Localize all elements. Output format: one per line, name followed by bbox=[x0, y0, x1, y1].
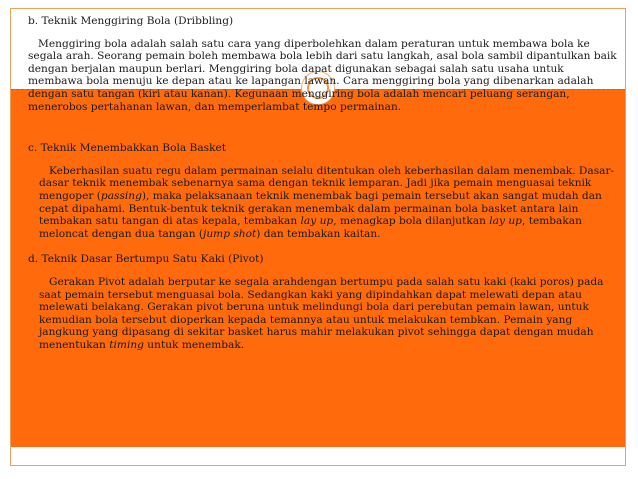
section-c-text-4: , tembakan meloncat dengan dua tangan ( bbox=[39, 215, 582, 240]
section-d-text-2: untuk menembak. bbox=[143, 338, 245, 351]
term-timing: timing bbox=[109, 338, 144, 351]
section-b-paragraph: Menggiring bola adalah salah satu cara yang diperbolehkan dalam peraturan untuk membawa bola ke segala arah. Seorang pemain boleh membawa bola lebih dari satu langkah, asal bola sambil dipantulkan baik dengan berjalan maupun berlari. Menggiring bola dapat digunakan sebagai salah satu usaha untuk membawa bola menuju ke depan atau ke lapangan lawan. Cara menggiring bola yang dibenarkan adalah dengan satu tangan (kiri atau kanan). Kegunaan menggiring bola adalah mencari peluang serangan, menerobos pertahanan lawan, dan memperlambat tempo permainan. bbox=[28, 37, 617, 113]
section-d-heading: d. Teknik Dasar Bertumpu Satu Kaki (Pivot) bbox=[28, 253, 264, 266]
section-c-text-3: , menagkap bola dilanjutkan bbox=[333, 215, 490, 228]
term-lay-up: lay up bbox=[489, 215, 522, 228]
section-c-text-5: ) dan tembakan kaitan. bbox=[256, 227, 381, 240]
section-b-heading: b. Teknik Menggiring Bola (Dribbling) bbox=[28, 15, 234, 27]
section-c-text-1: Keberhasilan suatu regu dalam permainan selalu ditentukan oleh keberhasilan dalam menembak. Dasar-dasar teknik menembak sebenarnya sama dengan teknik lemparan. Jadi jika pemain menguasai teknik mengoper ( bbox=[39, 164, 615, 202]
section-c-text-2: ), maka pelaksanaan teknik menembak bagi pemain tersebut akan sangat mudah dan cepat dipahami. Bentuk-bentuk teknik gerakan menembak dalam permainan bola basket antara lain tembakan satu tangan di atas kepala, tembakan bbox=[39, 189, 602, 228]
term-jump-shot: jump shot bbox=[203, 227, 257, 240]
section-c-heading: c. Teknik Menembakkan Bola Basket bbox=[28, 142, 227, 155]
slide-content bbox=[28, 15, 620, 351]
term-passing: passing bbox=[100, 189, 142, 202]
section-d-paragraph bbox=[39, 276, 620, 352]
section-d-text-1: Gerakan Pivot adalah berputar ke segala arahdengan bertumpu pada salah satu kaki (kaki poros) pada saat pemain tersebut menguasai bola. Sedangkan kaki yang dipindahkan dapat melewati depan atau melewati belakang. Gerakan pivot beruna untuk melindungi bola dari perebutan pemain lawan, untuk kemudian bola tersebut dioperkan kepada temannya atau untuk melakukan tembkan. Pemain yang jangkung yang dipasang di sekitar basket harus mahir melakukan pivot sehingga dapat dengan mudah menentukan bbox=[39, 275, 604, 351]
section-c-paragraph bbox=[39, 165, 620, 241]
term-lay-up: lay up bbox=[300, 215, 334, 228]
